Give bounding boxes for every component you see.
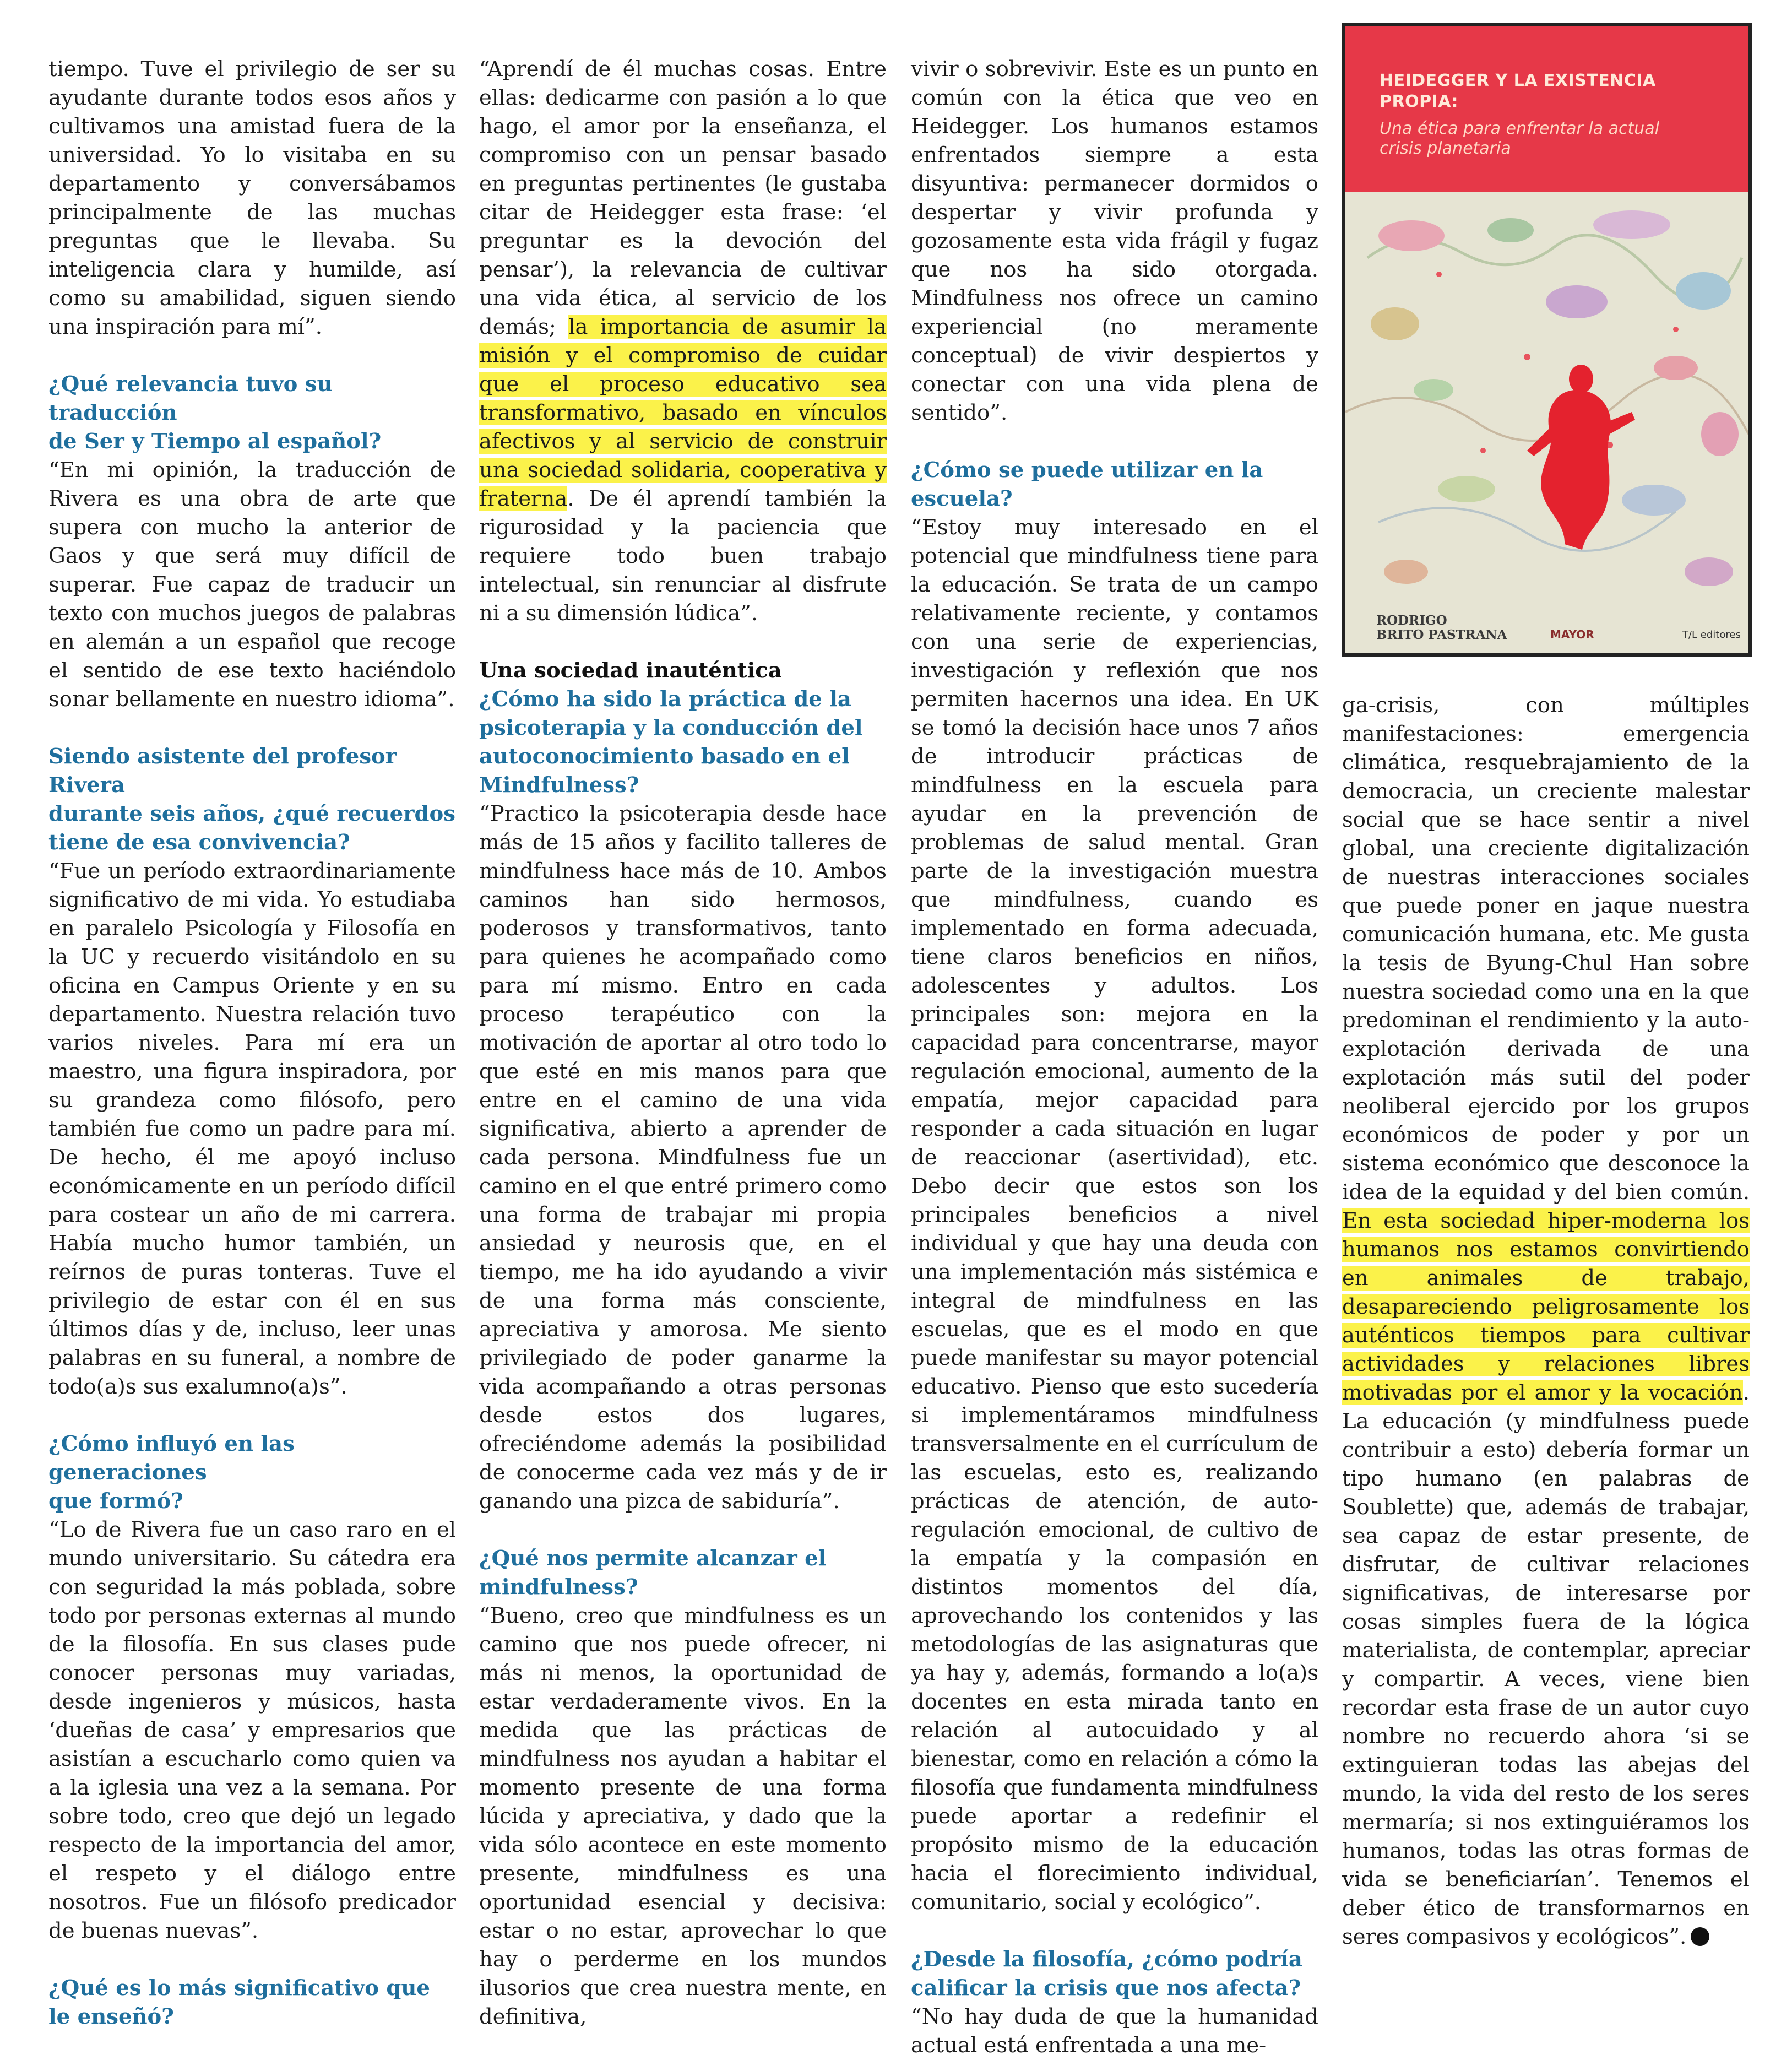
question-heading: ¿Qué nos permite alcanzar el mindfulness?: [479, 1546, 827, 1600]
answer-paragraph: [1342, 691, 1750, 1951]
question-heading: ¿Desde la filosofía, ¿cómo podría calificar la crisis que nos afecta?: [911, 1947, 1302, 2001]
answer-paragraph: “Lo de Rivera fue un caso raro en el mundo universitario. Su cátedra era con seguridad la más poblada, sobre todo por personas externas al mundo de la filosofía. En sus clases pude conocer personas muy variadas, desde ingenieros y músicos, hasta ‘dueñas de casa’ y empresarios que asistían a escucharlo como quien va a la iglesia una vez a la semana. Por sobre todo, creo que dejó un legado respecto de la importancia del amor, el respeto y el diálogo entre nosotros. Fue un filósofo predicador de buenas nuevas”.: [48, 1517, 456, 1943]
question-heading: ¿Qué es lo más significativo que le enseñó?: [48, 1976, 430, 2029]
article-column-2: [479, 55, 887, 2031]
article-column-4: [1342, 691, 1750, 1951]
answer-paragraph: “Fue un período extraordinariamente significativo de mi vida. Yo estudiaba en paralelo Psicología y Filosofía en la UC y recuerdo visitándolo en su oficina en Campus Oriente y en su departamento. Nuestra relación tuvo varios niveles. Para mí era un maestro, una figura inspiradora, por su grandeza como filósofo, pero también fue como un padre para mí. De hecho, él me apoyó incluso económicamente en un período difícil para costear un año de mi carrera. Había mucho humor también, un reírnos de puras tonteras. Tuve el privilegio de estar con él en sus últimos días y de, incluso, leer unas palabras en su funeral, a nombre de todo(a)s sus exalumno(a)s”.: [48, 859, 456, 1399]
article-column-3: [911, 55, 1318, 2060]
cover-subtitle: Una ética para enfrentar la actual crisis planetaria: [1380, 119, 1660, 158]
question-heading: ¿Qué relevancia tuvo su traducción de Ser y Tiempo al español?: [48, 372, 382, 454]
highlighted-text: la importancia de asumir la misión y el compromiso de cuidar que el proceso educativo sea transformativo, basado en vínculos afectivos y al servicio de construir una sociedad solidaria, cooperativa y fraterna: [479, 315, 887, 511]
question-heading: ¿Cómo se puede utilizar en la escuela?: [911, 458, 1263, 511]
answer-paragraph: “Practico la psicoterapia desde hace más de 15 años y facilito talleres de mindfulness hace más de 10. Ambos caminos han sido hermosos, poderosos y transformativos, tanto para quienes he acompañado como para mí mismo. Entro en cada proceso terapéutico con la motivación de aportar al otro todo lo que esté en mis manos para que entre en el camino de una vida significativa, abierto a aprender de cada persona. Mindfulness fue un camino en el que entré primero como una forma de trabajar mi propia ansiedad y neurosis que, en el tiempo, me ha ido ayudando a vivir de una forma más consciente, apreciativa y amorosa. Me siento privilegiado de poder ganarme la vida acompañando a otras personas desde estos dos lugares, ofreciéndome además la posibilidad de conocerme cada vez más y de ir ganando una pizca de sabiduría”.: [479, 801, 887, 1514]
answer-paragraph: [479, 55, 887, 628]
answer-paragraph: “Bueno, creo que mindfulness es un camino que nos puede ofrecer, ni más ni menos, la oportunidad de estar verdaderamente vivos. En la medida que las prácticas de mindfulness nos ayudan a habitar el momento presente de una forma lúcida y apreciativa, y dado que la vida sólo acontece en este momento presente, mindfulness es una oportunidad esencial y decisiva: estar o no estar, aprovechar lo que hay o perderme en los mundos ilusorios que crea nuestra mente, en definitiva,: [479, 1603, 887, 2029]
answer-paragraph: vivir o sobrevivir. Este es un punto en común con la ética que veo en Heidegger. Los humanos estamos enfrentados siempre a esta disyuntiva: permanecer dormidos o despertar y vivir profunda y gozosamente esta vida frágil y fugaz que nos ha sido otorgada. Mindfulness nos ofrece un camino experiencial (no meramente conceptual) de vivir despiertos y conectar con una vida plena de sentido”.: [911, 57, 1318, 425]
cover-title: HEIDEGGER Y LA EXISTENCIA PROPIA:: [1380, 71, 1656, 111]
end-of-article-bullet-icon: [1691, 1927, 1709, 1946]
text-run: . La educación (y mindfulness puede contribuir a esto) debería formar un tipo humano (en palabras de Soublette) que, además de trabajar, sea capaz de estar presente, de disfrutar, de cultivar relaciones significativas, de interesarse por cosas simples fuera de la lógica materialista, de contemplar, apreciar y compartir. A veces, viene bien recordar esta frase de un autor cuyo nombre no recuerdo ahora ‘si se extinguieran todas las abejas del mundo, la vida del resto de los seres mermaría; si nos extinguiéramos los humanos, todas las otras formas de vida se beneficiarían’. Tenemos el deber ético de transformarnos en seres compasivos y ecológicos”.: [1342, 1380, 1750, 1949]
answer-paragraph: tiempo. Tuve el privilegio de ser su ayudante durante todos esos años y cultivamos una amistad fuera de la universidad. Yo lo visitaba en su departamento y conversábamos principalmente de las muchas preguntas que le llevaba. Su inteligencia clara y humilde, así como su amabilidad, siguen siendo una inspiración para mí”.: [48, 57, 456, 339]
article-column-1: [48, 55, 456, 2031]
text-run: “Aprendí de él muchas cosas. Entre ellas: dedicarme con pasión a lo que hago, el amor por la enseñanza, el compromiso con un pensar basado en preguntas pertinentes (le gustaba citar de Heidegger esta frase: ‘el preguntar es la devoción del pensar’), la relevancia de cultivar una vida ética, al servicio de los demás;: [479, 57, 887, 339]
book-cover: [1342, 23, 1752, 657]
cover-author: RODRIGO BRITO PASTRANA: [1376, 613, 1507, 642]
answer-paragraph: “En mi opinión, la traducción de Rivera es una obra de arte que supera con mucho la anterior de Gaos y que será muy difícil de superar. Fue capaz de traducir un texto con muchos juegos de palabras en alemán a un español que recoge el sentido de ese texto haciéndolo sonar bellamente en nuestro idioma”.: [48, 458, 456, 712]
answer-paragraph: “Estoy muy interesado en el potencial que mindfulness tiene para la educación. Se trata de un campo relativamente reciente, y contamos con una serie de experiencias, investigación y reflexión que nos permiten hacernos una idea. En UK se tomó la decisión hace unos 7 años de introducir prácticas de mindfulness en la escuela para ayudar en la prevención de problemas de salud mental. Gran parte de la investigación muestra que mindfulness, cuando es implementado en forma adecuada, tiene claros beneficios en niños, adolescentes y adultos. Los principales son: mejora en la capacidad para concentrarse, mayor regulación emocional, aumento de la empatía, mejor capacidad para responder a cada situación en lugar de reaccionar (asertividad), etc. Debo decir que estos son los principales beneficios a nivel individual y que hay una deuda con una implementación más sistémica e integral de mindfulness en las escuelas, que es el modo en que puede manifestar su mayor potencial educativo. Pienso que esto sucedería si implementáramos mindfulness transversalmente en el currículum de las escuelas, esto es, realizando prácticas de atención, de auto-regulación emocional, de cultivo de la empatía y la compasión en distintos momentos del día, aprovechando los contenidos y las metodologías de las asignaturas que ya hay y, además, formando a lo(a)s docentes en esta mirada tanto en relación al autocuidado y al bienestar, como en relación a cómo la filosofía que fundamenta mindfulness puede aportar a redefinir el propósito mismo de la educación hacia el florecimiento individual, comunitario, social y ecológico”.: [911, 515, 1318, 1915]
section-heading: Una sociedad inauténtica: [479, 658, 782, 683]
cover-publisher-logo-1: MAYOR: [1550, 628, 1594, 641]
highlighted-text: En esta sociedad hiper-moderna los humanos nos estamos convirtiendo en animales de trabajo, desapareciendo peligrosamente los auténticos tiempos para cultivar actividades y relaciones libres motivadas por el amor y la vocación: [1342, 1208, 1750, 1405]
text-run: . De él aprendí también la rigurosidad y la paciencia que requiere todo buen trabajo intelectual, sin renunciar al disfrute ni a su dimensión lúdica”.: [479, 486, 887, 626]
question-heading: Siendo asistente del profesor Rivera durante seis años, ¿qué recuerdos tiene de esa convivencia?: [48, 744, 455, 855]
question-heading: ¿Cómo influyó en las generaciones que formó?: [48, 1432, 295, 1514]
cover-publisher-logo-2: T/L editores: [1682, 629, 1741, 641]
cover-map-illustration: [1345, 192, 1748, 654]
answer-paragraph: “No hay duda de que la humanidad actual está enfrentada a una me-: [911, 2004, 1318, 2058]
text-run: ga-crisis, con múltiples manifestaciones: emergencia climática, resquebrajamiento de la democracia, un creciente malestar social que se hace sentir a nivel global, una creciente digitalización de nuestras interacciones sociales que puede poner en jaque nuestra comunicación humana, etc. Me gusta la tesis de Byung-Chul Han sobre nuestra sociedad como una en la que predominan el rendimiento y la auto-explotación derivada de una explotación más sutil del poder neoliberal ejercido por los grupos económicos de poder y por un sistema económico que desconoce la idea de la equidad y del bien común.: [1342, 693, 1750, 1205]
question-heading: ¿Cómo ha sido la práctica de la psicoterapia y la conducción del autoconocimiento basado en el Mindfulness?: [479, 687, 863, 798]
